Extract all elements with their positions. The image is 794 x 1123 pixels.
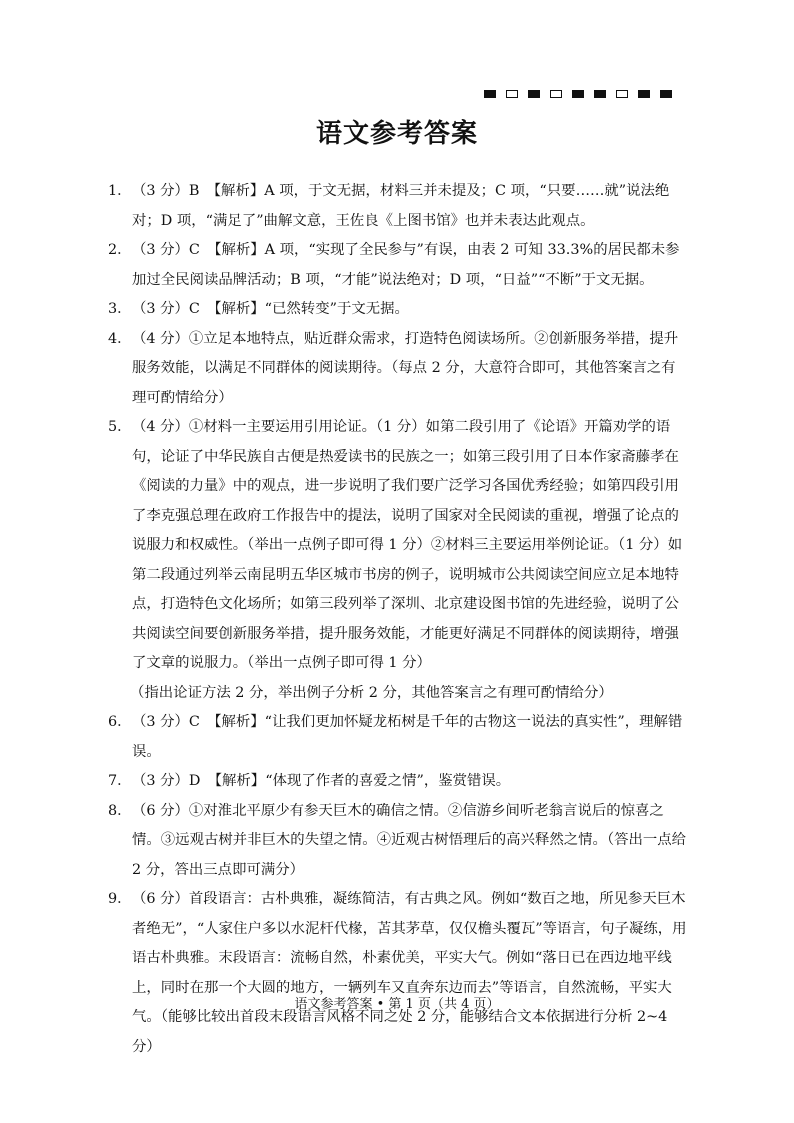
answer-number: 6． xyxy=(108,714,132,730)
header-mark xyxy=(594,90,606,98)
answer-number: 5． xyxy=(108,419,132,435)
page-title: 语文参考答案 xyxy=(315,119,478,149)
answer-number: 1． xyxy=(108,183,132,199)
answer-item-9 xyxy=(108,885,688,1062)
answer-text: （3 分）D 【解析】“体现了作者的喜爱之情”，鉴赏错误。 xyxy=(132,773,511,789)
answer-item-6 xyxy=(108,708,688,767)
answer-item-7 xyxy=(108,767,688,797)
answer-number: 9． xyxy=(108,891,132,907)
header-mark xyxy=(660,90,672,98)
answer-text: （6 分）首段语言：古朴典雅，凝练简洁，有古典之风。例如“数百之地，所见参天巨木者绝无”，“人家住户多以水泥杆代椽，苫其茅草，仅仅檐头覆瓦”等语言，句子凝练，用语古朴典雅。末段语言：流畅自然，朴素优美，平实大气。例如“落日已在西边地平线上，同时在那一个大圆的地方，一辆列车又直奔东边而去”等语言，自然流畅，平实大气。（能够比较出首段末段语言风格不同之处 2 分，能够结合文本依据进行分析 2~4 分） xyxy=(132,891,687,1055)
answer-list xyxy=(108,177,688,1062)
answer-text: （6 分）①对淮北平原少有参天巨木的确信之情。②信游乡间听老翁言说后的惊喜之情。③远观古树并非巨木的失望之情。④近观古树悟理后的高兴释然之情。（答出一点给 2 分，答出三点即可满分） xyxy=(132,802,687,878)
answer-text: （3 分）C 【解析】“让我们更加怀疑龙柘树是千年的古物这一说法的真实性”，理解错误。 xyxy=(132,714,683,760)
header-mark xyxy=(484,90,496,98)
answer-text: （4 分）①立足本地特点，贴近群众需求，打造特色阅读场所。②创新服务举措，提升服务效能，以满足不同群体的阅读期待。（每点 2 分，大意符合即可，其他答案言之有理可酌情给分） xyxy=(132,330,679,406)
scoring-note-text: （指出论证方法 2 分，举出例子分析 2 分，其他答案言之有理可酌情给分） xyxy=(130,684,613,701)
answer-text: （3 分）C 【解析】A 项，“实现了全民参与”有误，由表 2 可知 33.3%的居民都未参加过全民阅读品牌活动；B 项，“才能”说法绝对；D 项，“日益”“不断”于文无据。 xyxy=(132,242,680,288)
scoring-note xyxy=(130,679,688,709)
answer-item-8 xyxy=(108,797,688,886)
answer-text: （3 分）C 【解析】“已然转变”于文无据。 xyxy=(132,301,409,317)
answer-number: 4． xyxy=(108,330,132,347)
page-footer: 语文参考答案 • 第 1 页（共 4 页） xyxy=(294,997,500,1012)
answer-item-1 xyxy=(108,177,688,236)
header-mark xyxy=(638,90,650,98)
header-mark xyxy=(572,90,584,98)
answer-item-4 xyxy=(108,325,688,414)
answer-number: 8． xyxy=(108,802,132,819)
answer-number: 2． xyxy=(108,242,132,258)
header-mark xyxy=(616,90,628,98)
answer-text: （3 分）B 【解析】A 项，于文无据，材料三并未提及；C 项，“只要……就”说法绝对；D 项，“满足了”曲解文意，王佐良《上图书馆》也并未表达此观点。 xyxy=(132,183,670,229)
answer-item-3 xyxy=(108,295,688,325)
answer-number: 3． xyxy=(108,301,132,317)
answer-item-2 xyxy=(108,236,688,295)
header-mark xyxy=(506,90,518,98)
header-marks xyxy=(484,90,672,98)
answer-item-5 xyxy=(108,413,688,679)
answer-text: （4 分）①材料一主要运用引用论证。（1 分）如第二段引用了《论语》开篇劝学的语句，论证了中华民族自古便是热爱读书的民族之一；如第三段引用了日本作家斋藤孝在《阅读的力量》中的观点，进一步说明了我们要广泛学习各国优秀经验；如第四段引用了李克强总理在政府工作报告中的提法，说明了国家对全民阅读的重视，增强了论点的说服力和权威性。（举出一点例子即可得 1 分）②材料三主要运用举例论证。（1 分）如第二段通过列举云南昆明五华区城市书房的例子，说明城市公共阅读空间应立足本地特点，打造特色文化场所；如第三段列举了深圳、北京建设图书馆的先进经验，说明了公共阅读空间要创新服务举措，提升服务效能，才能更好满足不同群体的阅读期待，增强了文章的说服力。（举出一点例子即可得 1 分） xyxy=(132,419,683,671)
answer-number: 7． xyxy=(108,773,132,789)
header-mark xyxy=(528,90,540,98)
header-mark xyxy=(550,90,562,98)
